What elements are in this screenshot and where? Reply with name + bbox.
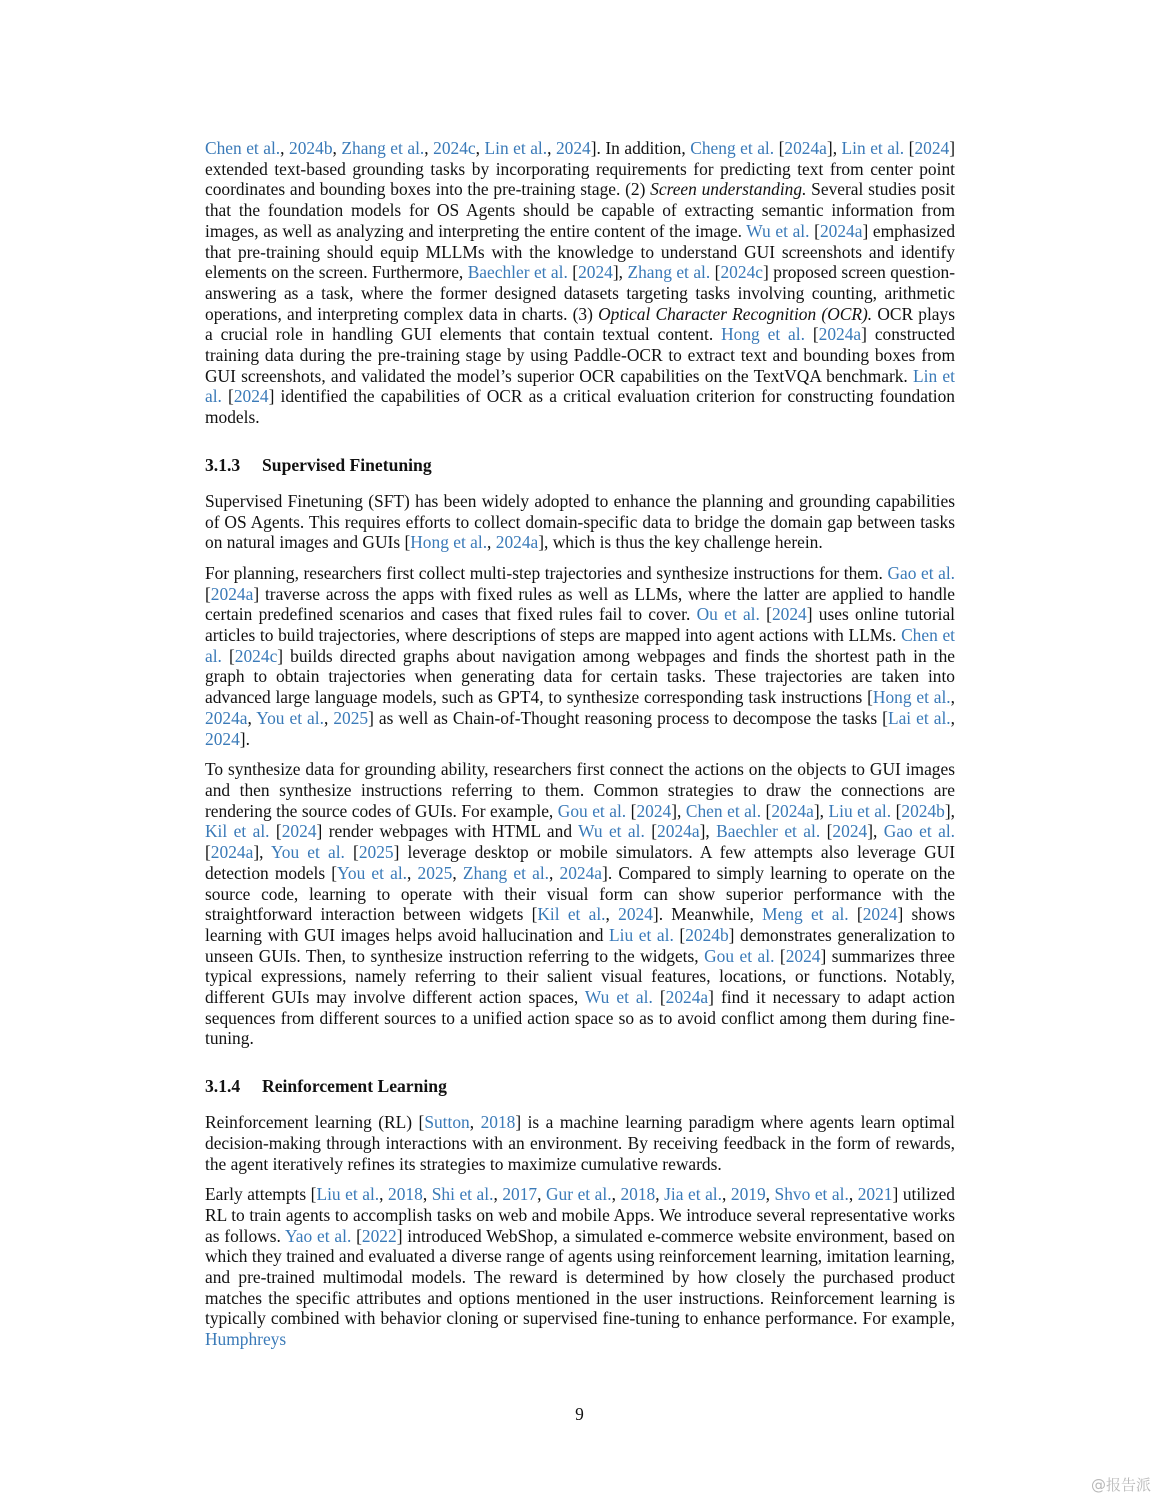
text-run: [ — [761, 800, 772, 821]
text-run: ], — [699, 821, 717, 842]
text-run: ], which is thus the key challenge herein. — [538, 532, 823, 553]
citation-link[interactable]: Hong et al. — [721, 324, 805, 345]
citation-link[interactable]: Wu et al. — [746, 220, 810, 241]
text-run: ] summarizes three typical expressions, namely referring to their salient visual features, locations, or functions. Notably, different GUIs may involve different action spaces, — [205, 945, 956, 1008]
text-run: ] render webpages with HTML and — [316, 821, 579, 842]
text-run: ] find it necessary to adapt action sequences from different sources to a unified action space so as to avoid conflict among them during fine-tuning. — [205, 987, 956, 1049]
text-run: ] utilized RL to train agents to accomplish tasks on web and mobile Apps. We introduce several representative works as follows. — [205, 1184, 955, 1246]
text-run: Several studies posit that the foundation models for OS Agents should be capable of extracting semantic information from images, as well as analyzing and interpreting the entire content of the image. — [205, 179, 955, 241]
citation-link[interactable]: Chen et al. — [205, 138, 281, 158]
text-run: , — [332, 138, 342, 158]
citation-link[interactable]: Lin et al. — [484, 138, 548, 158]
section-title: Reinforcement Learning — [262, 1076, 447, 1097]
text-run: ]. — [239, 728, 250, 749]
italic-term: Optical Character Recognition (OCR). — [598, 303, 873, 324]
text-run: [ — [269, 821, 282, 842]
citation-link[interactable]: 2024a — [784, 138, 827, 158]
citation-link[interactable]: Wu et al. — [578, 821, 645, 842]
text-run: ] as well as Chain-of-Thought reasoning process to decompose the tasks [ — [368, 707, 888, 728]
text-run: ] proposed screen question-answering as a task, where the former designed datasets targeting tasks involving counting, arithmetic operations, and interpreting complex data in charts. (3) — [205, 262, 956, 324]
text-run: [ — [774, 138, 785, 158]
citation-link[interactable]: Chen et al. — [205, 625, 956, 666]
text-run: [ — [804, 324, 819, 345]
citation-link[interactable]: 2024 — [618, 904, 653, 925]
citation-link[interactable]: 2024a — [205, 707, 248, 728]
paragraph-rl-intro — [205, 1112, 955, 1174]
text-run: ] extended text-based grounding tasks by incorporating requirements for predicting text from center point coordinates and bounding boxes into the pre-training stage. (2) — [205, 138, 956, 200]
text-run: [ — [673, 924, 686, 945]
text-run: , — [323, 707, 334, 728]
citation-link[interactable]: 2024b — [901, 800, 945, 821]
citation-link[interactable]: Baechler et al. — [467, 262, 568, 283]
text-run: [ — [351, 1225, 362, 1246]
citation-link[interactable]: Sutton — [424, 1112, 470, 1133]
citation-link[interactable]: 2025 — [417, 862, 453, 883]
citation-link[interactable]: 2021 — [857, 1184, 893, 1205]
citation-link[interactable]: Gao et al. — [887, 562, 956, 583]
text-run: [ — [710, 262, 721, 283]
citation-link[interactable]: Humphreys — [205, 1329, 287, 1350]
citation-link[interactable]: 2024a — [771, 800, 814, 821]
citation-link[interactable]: Liu et al. — [316, 1184, 380, 1205]
citation-link[interactable]: 2018 — [480, 1112, 516, 1133]
text-run: ], — [826, 138, 842, 158]
text-run: Early attempts [ — [205, 1184, 317, 1205]
text-run: ] constructed training data during the pre-training stage by using Paddle-OCR to extract text and bounding boxes from GUI screenshots, and validated the model’s superior OCR capabilities on the TextVQA benchmark. — [205, 324, 955, 386]
text-run: , — [605, 904, 619, 925]
citation-link[interactable]: Hong et al. — [410, 532, 488, 553]
text-run: ] emphasized that pre-training should equip MLLMs with the knowledge to understand GUI screenshots and identify elements on the screen. Furthermore, — [205, 220, 956, 283]
citation-link[interactable]: Wu et al. — [584, 987, 653, 1008]
section-number: 3.1.4 — [205, 1076, 241, 1097]
paragraph-rl-early-attempts — [205, 1184, 955, 1350]
text-run: , — [424, 138, 434, 158]
citation-link[interactable]: 2024a — [495, 532, 539, 553]
citation-link[interactable]: 2024a — [559, 862, 603, 883]
text-run: [ — [221, 386, 234, 407]
italic-term: Screen understanding. — [650, 179, 807, 200]
text-run: ], — [813, 800, 829, 821]
text-run: ], — [253, 842, 271, 863]
citation-link[interactable]: Gou et al. — [557, 800, 627, 821]
citation-link[interactable]: 2022 — [361, 1225, 397, 1246]
paragraph-sft-grounding — [205, 759, 955, 1049]
citation-link[interactable]: 2024 — [914, 138, 950, 158]
text-run: , — [280, 138, 290, 158]
citation-link[interactable]: 2024 — [555, 138, 591, 158]
text-run: For planning, researchers first collect multi-step trajectories and synthesize instructions for them. — [205, 562, 888, 583]
citation-link[interactable]: 2024 — [578, 262, 613, 283]
citation-link[interactable]: Shvo et al. — [774, 1184, 849, 1205]
section-heading-supervised-finetuning — [205, 454, 955, 476]
text-run: , — [469, 1112, 481, 1133]
paragraph-sft-intro — [205, 491, 955, 553]
text-run: To synthesize data for grounding ability, researchers first connect the actions on the objects to GUI images and then synthesize instructions referring to them. Common strategies to draw the connections are rendering the source codes of GUIs. For example, — [205, 759, 955, 821]
text-run: , — [721, 1184, 731, 1205]
text-run: [ — [626, 800, 637, 821]
citation-link[interactable]: You et al. — [256, 707, 324, 728]
text-run: ]. Meanwhile, — [652, 904, 763, 925]
citation-link[interactable]: 2024b — [289, 138, 333, 158]
text-run: ]. Compared to simply learning to operate on the source code, learning to operate with their visual form can show superior performance with the straightforward interaction between widgets [ — [205, 862, 955, 925]
citation-link[interactable]: Liu et al. — [828, 800, 892, 821]
text-run: [ — [221, 645, 235, 666]
citation-link[interactable]: 2024a — [665, 987, 709, 1008]
citation-link[interactable]: 2024c — [234, 645, 278, 666]
text-run: [ — [891, 800, 902, 821]
citation-link[interactable]: Lin et al. — [841, 138, 905, 158]
citation-link[interactable]: Kil et al. — [205, 821, 270, 842]
section-title: Supervised Finetuning — [262, 454, 432, 475]
citation-link[interactable]: Kil et al. — [537, 904, 606, 925]
text-run: [ — [567, 262, 579, 283]
citation-link[interactable]: Yao et al. — [284, 1225, 352, 1246]
section-heading-reinforcement-learning — [205, 1075, 955, 1097]
citation-link[interactable]: 2024a — [819, 220, 863, 241]
watermark: @报告派 — [1090, 1476, 1151, 1494]
citation-link[interactable]: 2024a — [210, 583, 254, 604]
citation-link[interactable]: 2024a — [657, 821, 700, 842]
citation-link[interactable]: Lin et al. — [205, 365, 955, 407]
text-run: [ — [205, 842, 211, 863]
text-run: [ — [652, 987, 666, 1008]
citation-link[interactable]: 2024c — [433, 138, 476, 158]
text-run: ] builds directed graphs about navigation among webpages and finds the shortest path in the graph to obtain trajectories when generating data for certain tasks. These trajectories are taken into advanced large language models, such as GPT4, to synthesize corresponding task instructions [ — [205, 645, 956, 708]
text-run: , — [537, 1184, 546, 1205]
text-run: [ — [904, 138, 915, 158]
text-run: , — [549, 862, 560, 883]
text-run: , — [765, 1184, 775, 1205]
text-run: ] leverage desktop or mobile simulators. A few attempts also leverage GUI detection models [ — [205, 842, 956, 883]
text-run: , — [950, 707, 955, 728]
text-run: [ — [848, 904, 863, 925]
text-run: , — [487, 532, 496, 553]
citation-link[interactable]: 2024 — [205, 728, 240, 749]
citation-link[interactable]: 2024 — [785, 945, 821, 966]
text-run: ], — [944, 800, 956, 821]
citation-link[interactable]: Zhang et al. — [341, 138, 425, 158]
text-run: ] identified the capabilities of OCR as a critical evaluation criterion for constructing foundation models. — [205, 386, 955, 428]
citation-link[interactable]: 2024b — [685, 924, 729, 945]
text-run: ], — [867, 821, 884, 842]
text-run: [ — [344, 842, 359, 863]
citation-link[interactable]: Chen et al. — [685, 800, 762, 821]
citation-link[interactable]: Jia et al. — [664, 1184, 722, 1205]
text-run: , — [422, 1184, 432, 1205]
citation-link[interactable]: Liu et al. — [609, 924, 674, 945]
citation-link[interactable]: Hong et al. — [872, 687, 951, 708]
citation-link[interactable]: 2024 — [862, 904, 898, 925]
citation-link[interactable]: 2018 — [620, 1184, 656, 1205]
text-run: , — [475, 138, 485, 158]
text-run: ] demonstrates generalization to unseen GUIs. Then, to synthesize instruction referring to the widgets, — [205, 924, 956, 966]
text-run: , — [379, 1184, 389, 1205]
citation-link[interactable]: You et al. — [270, 842, 345, 863]
text-run: , — [655, 1184, 665, 1205]
citation-link[interactable]: Baechler et al. — [716, 821, 821, 842]
text-run: [ — [774, 945, 786, 966]
citation-link[interactable]: 2025 — [358, 842, 394, 863]
citation-link[interactable]: 2024 — [233, 386, 269, 407]
text-run: , — [950, 687, 956, 708]
citation-link[interactable]: Gao et al. — [883, 821, 956, 842]
text-run: , — [848, 1184, 858, 1205]
text-run: ] shows learning with GUI images helps avoid hallucination and — [205, 904, 956, 945]
citation-link[interactable]: Lai et al. — [887, 707, 951, 728]
text-run: [ — [809, 220, 820, 241]
citation-link[interactable]: 2024c — [720, 262, 763, 283]
text-run: , — [611, 1184, 621, 1205]
paragraph-pretraining-continued — [205, 138, 955, 428]
paper-page-body — [205, 138, 955, 1350]
citation-link[interactable]: Shi et al. — [431, 1184, 494, 1205]
text-run: ]. In addition, — [590, 138, 691, 158]
text-run: , — [547, 138, 556, 158]
citation-link[interactable]: 2017 — [502, 1184, 538, 1205]
text-run: , — [247, 707, 257, 728]
citation-link[interactable]: Zhang et al. — [462, 862, 550, 883]
text-run: ], — [671, 800, 686, 821]
citation-link[interactable]: 2018 — [388, 1184, 423, 1205]
citation-link[interactable]: 2024a — [818, 324, 862, 345]
text-run: [ — [820, 821, 833, 842]
citation-link[interactable]: You et al. — [337, 862, 408, 883]
text-run: ] is a machine learning paradigm where agents learn optimal decision-making through interactions with an environment. By receiving feedback in the form of rewards, the agent iteratively refines its strategies to maximize cumulative rewards. — [205, 1112, 956, 1174]
citation-link[interactable]: Gur et al. — [546, 1184, 612, 1205]
page-number: 9 — [575, 1404, 584, 1424]
citation-link[interactable]: 2024 — [636, 800, 672, 821]
citation-link[interactable]: Ou et al. — [696, 604, 760, 625]
text-run: , — [493, 1184, 503, 1205]
text-run: , — [407, 862, 418, 883]
citation-link[interactable]: Cheng et al. — [690, 138, 775, 158]
section-number: 3.1.3 — [205, 454, 241, 475]
text-run: [ — [644, 821, 658, 842]
text-run: ] traverse across the apps with fixed rules as well as LLMs, where the latter are applied to handle certain predefined scenarios and cases that fixed rules fail to cover. — [205, 583, 955, 625]
text-run: ] introduced WebShop, a simulated e-commerce website environment, based on which they trained and evaluated a diverse range of agents using reinforcement learning, imitation learning, and pre-trained multimodal models. The reward is determined by how closely the purchased product matches the specific attributes and options mentioned in the user instructions. Reinforcement learning is typically combined with behavior cloning or supervised fine-tuning to enhance performance. For example, — [205, 1225, 955, 1329]
text-run: ], — [612, 262, 628, 283]
citation-link[interactable]: Gou et al. — [704, 945, 775, 966]
citation-link[interactable]: 2024 — [771, 604, 807, 625]
citation-link[interactable]: Zhang et al. — [627, 262, 711, 283]
text-run: Reinforcement learning (RL) [ — [205, 1112, 425, 1133]
citation-link[interactable]: 2024 — [832, 821, 868, 842]
citation-link[interactable]: 2019 — [730, 1184, 766, 1205]
citation-link[interactable]: 2025 — [333, 707, 369, 728]
citation-link[interactable]: 2024 — [281, 821, 317, 842]
paragraph-sft-planning — [205, 563, 955, 749]
citation-link[interactable]: 2024a — [210, 842, 254, 863]
text-run: , — [452, 862, 463, 883]
text-run: Supervised Finetuning (SFT) has been widely adopted to enhance the planning and grounding capabilities of OS Agents. This requires efforts to collect domain-specific data to bridge the domain gap between tasks on natural images and GUIs [ — [205, 490, 955, 553]
text-run: ] uses online tutorial articles to build trajectories, where descriptions of steps are mapped into agent actions with LLMs. — [205, 604, 956, 646]
text-run: OCR plays a crucial role in handling GUI elements that contain textual content. — [205, 303, 955, 345]
text-run: [ — [205, 583, 211, 604]
citation-link[interactable]: Meng et al. — [762, 904, 849, 925]
text-run: [ — [759, 604, 772, 625]
